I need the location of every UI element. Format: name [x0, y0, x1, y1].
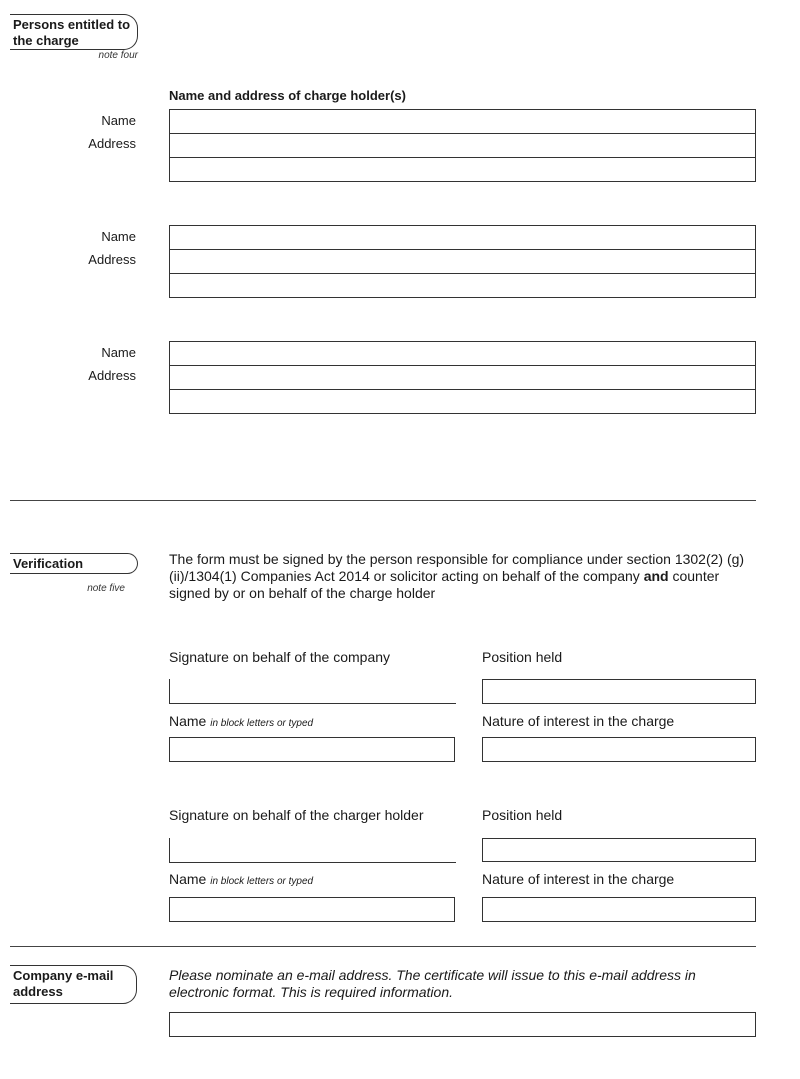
- holder-1-name-input[interactable]: [170, 110, 755, 134]
- name-hint-2: in block letters or typed: [210, 876, 314, 887]
- holder-3-name-label: Name: [101, 345, 136, 360]
- name-hint-1: in block letters or typed: [210, 718, 314, 729]
- position-field-2[interactable]: [482, 838, 756, 862]
- interest-field-2[interactable]: [482, 897, 756, 922]
- holder-3-address-line-2-input[interactable]: [170, 390, 755, 414]
- verification-section-title: Verification: [13, 556, 84, 571]
- position-field-1[interactable]: [482, 679, 756, 704]
- holder-3-address-label: Address: [88, 368, 136, 383]
- position-label-1: Position held: [482, 649, 563, 665]
- charge-holders-heading: Name and address of charge holder(s): [169, 88, 406, 103]
- email-section-tab: [10, 965, 137, 1004]
- position-label-2: Position held: [482, 807, 563, 823]
- holder-3-name-input[interactable]: [170, 342, 755, 366]
- email-field[interactable]: [169, 1012, 756, 1037]
- holder-1-fields: [169, 109, 756, 182]
- holder-1-address-label: Address: [88, 136, 136, 151]
- sig-holder-label: Signature on behalf of the charger holder: [169, 807, 424, 823]
- holder-2-address-label: Address: [88, 252, 136, 267]
- interest-label-1: Nature of interest in the charge: [482, 713, 675, 729]
- sig-holder-field[interactable]: [169, 838, 456, 863]
- holder-2-name-input[interactable]: [170, 226, 755, 250]
- section-divider-1: [10, 500, 756, 501]
- persons-section-title: Persons entitled to the charge: [13, 17, 131, 48]
- verification-note: note five: [87, 583, 125, 594]
- name-field-2[interactable]: [169, 897, 455, 922]
- holder-3-fields: [169, 341, 756, 414]
- interest-field-1[interactable]: [482, 737, 756, 762]
- holder-2-address-line-1-input[interactable]: [170, 250, 755, 274]
- verification-section-tab: [10, 553, 138, 574]
- section-divider-2: [10, 946, 756, 947]
- name-field-1[interactable]: [169, 737, 455, 762]
- holder-3-address-line-1-input[interactable]: [170, 366, 755, 390]
- sig-company-label: Signature on behalf of the company: [169, 649, 391, 665]
- interest-label-2: Nature of interest in the charge: [482, 871, 675, 887]
- verification-instructions: The form must be signed by the person responsible for compliance under section 1302(2) (g)(ii)/1304(1) Companies Act 2014 or solicitor acting on behalf of the company and counter signed by or on behalf of the charge holder: [169, 551, 745, 601]
- holder-1-name-label: Name: [101, 113, 136, 128]
- email-section-title: Company e-mail address: [13, 968, 114, 999]
- holder-2-name-label: Name: [101, 229, 136, 244]
- holder-2-address-line-2-input[interactable]: [170, 274, 755, 298]
- persons-section-tab: [10, 14, 138, 50]
- email-instructions: Please nominate an e-mail address. The certificate will issue to this e-mail address in electronic format. This is required information.: [169, 967, 696, 1000]
- holder-1-address-line-1-input[interactable]: [170, 134, 755, 158]
- holder-1-address-line-2-input[interactable]: [170, 158, 755, 182]
- persons-note: note four: [98, 50, 138, 61]
- sig-company-field[interactable]: [169, 679, 456, 704]
- name-label-1: Name in block letters or typed: [169, 713, 314, 729]
- name-label-2: Name in block letters or typed: [169, 871, 314, 887]
- holder-2-fields: [169, 225, 756, 298]
